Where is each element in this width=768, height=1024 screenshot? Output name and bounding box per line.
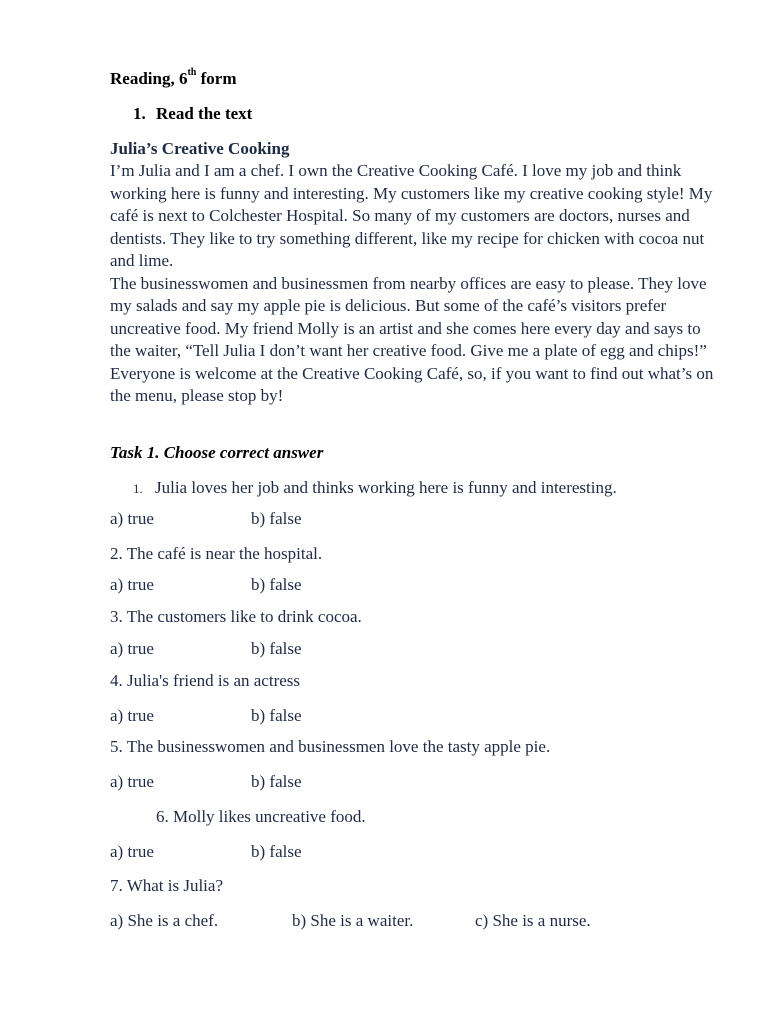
story-body xyxy=(110,160,720,408)
question-5: 5. The businesswomen and businessmen love the tasty apple pie. xyxy=(110,737,551,756)
instruction-number: 1. xyxy=(133,104,146,123)
option-a: a) true xyxy=(110,575,154,594)
question-1 xyxy=(133,478,617,498)
question-3: 3. The customers like to drink cocoa. xyxy=(110,607,362,626)
story-paragraph: I’m Julia and I am a chef. I own the Creative Cooking Café. I love my job and think working here is funny and interesting. My customers like my creative cooking style! My café is next to Colchester Hospital. So many of my customers are doctors, nurses and dentists. They like to try something different, like my recipe for chicken with cocoa nut and lime. xyxy=(110,161,713,270)
option-a: a) true xyxy=(110,842,154,861)
option-b: b) false xyxy=(251,639,302,658)
title-suffix: form xyxy=(196,69,237,88)
question-text: Julia loves her job and thinks working here is funny and interesting. xyxy=(155,478,617,497)
option-b: b) She is a waiter. xyxy=(292,911,414,930)
question-4: 4. Julia's friend is an actress xyxy=(110,671,301,690)
option-b: b) false xyxy=(251,509,302,528)
story-title: Julia’s Creative Cooking xyxy=(110,139,290,158)
option-a: a) true xyxy=(110,772,154,791)
question-number: 1. xyxy=(133,481,143,496)
worksheet-title xyxy=(110,69,237,89)
instruction-line xyxy=(133,104,252,124)
option-a: a) true xyxy=(110,706,154,725)
title-prefix: Reading, 6 xyxy=(110,69,188,88)
story-paragraph: The businesswomen and businessmen from nearby offices are easy to please. They love my salads and say my apple pie is delicious. But some of the café’s visitors prefer uncreative food. My friend Molly is an artist and she comes here every day and says to the waiter, “Tell Julia I don’t want her creative food. Give me a plate of egg and chips!” Everyone is welcome at the Creative Cooking Café, so, if you want to find out what’s on the menu, please stop by! xyxy=(110,273,714,405)
option-b: b) false xyxy=(251,772,302,791)
task-title: Task 1. Choose correct answer xyxy=(110,443,324,462)
option-b: b) false xyxy=(251,575,302,594)
question-6: 6. Molly likes uncreative food. xyxy=(156,807,366,826)
instruction-text: Read the text xyxy=(156,104,253,123)
option-b: b) false xyxy=(251,842,302,861)
question-2: 2. The café is near the hospital. xyxy=(110,544,323,563)
title-superscript: th xyxy=(187,67,197,79)
option-b: b) false xyxy=(251,706,302,725)
option-a: a) true xyxy=(110,639,154,658)
option-a: a) true xyxy=(110,509,154,528)
option-c: c) She is a nurse. xyxy=(475,911,591,930)
question-7: 7. What is Julia? xyxy=(110,876,223,895)
option-a: a) She is a chef. xyxy=(110,911,219,930)
